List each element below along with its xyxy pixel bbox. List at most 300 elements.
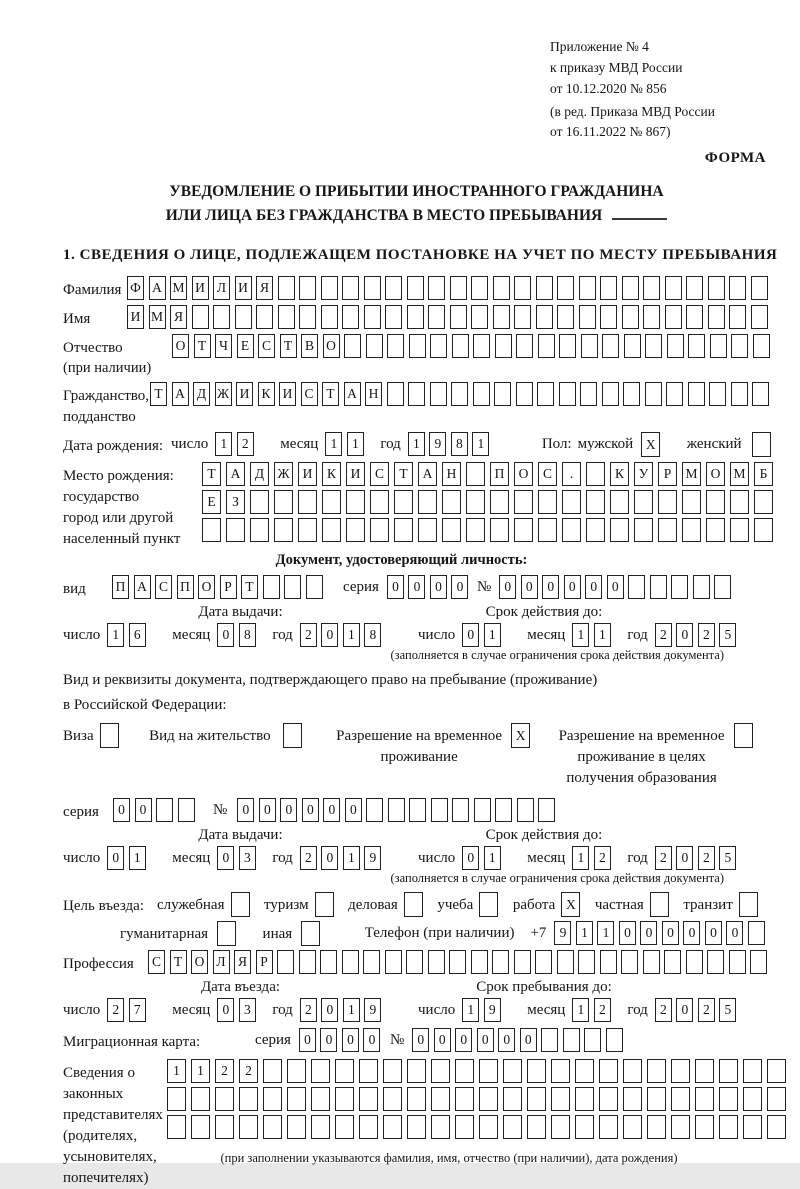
char-box: И — [192, 276, 209, 300]
char-box: 5 — [719, 846, 736, 870]
firstname-label: Имя — [63, 311, 91, 327]
char-box — [671, 1059, 690, 1083]
char-box — [682, 518, 701, 542]
char-box — [473, 334, 490, 358]
char-box: 0 — [676, 998, 693, 1022]
char-box: 2 — [655, 998, 672, 1022]
char-box: 0 — [217, 623, 234, 647]
char-box — [710, 334, 727, 358]
char-box — [706, 518, 725, 542]
char-box: 0 — [107, 846, 124, 870]
char-box — [767, 1087, 786, 1111]
patronymic-label — [63, 334, 172, 378]
char-box — [686, 305, 703, 329]
char-box: Б — [754, 462, 773, 486]
visa-label: Виза — [63, 728, 94, 744]
char-box: 2 — [655, 623, 672, 647]
birthdate-day-boxes — [215, 432, 258, 456]
valid-until-header: Срок действия до: — [485, 604, 603, 620]
char-box — [517, 798, 534, 822]
migration-card-label: Миграционная карта: — [63, 1034, 201, 1050]
char-box — [263, 1115, 282, 1139]
char-box: . — [562, 462, 581, 486]
char-box — [667, 334, 684, 358]
char-box — [495, 334, 512, 358]
char-box: 2 — [594, 998, 611, 1022]
purpose-private — [595, 892, 674, 917]
series-label: серия — [63, 804, 99, 820]
char-box — [321, 276, 338, 300]
char-box: Л — [213, 950, 230, 974]
field-patronymic — [63, 334, 770, 378]
checkbox-cell — [315, 892, 334, 917]
char-box — [250, 518, 269, 542]
char-box: 9 — [554, 921, 571, 945]
char-box: 8 — [451, 432, 468, 456]
valid-year-boxes — [655, 623, 741, 647]
purpose-label: транзит — [683, 897, 733, 913]
patronymic-boxes — [172, 334, 774, 358]
doc-series-boxes — [387, 575, 473, 599]
char-box — [671, 1115, 690, 1139]
char-box — [754, 518, 773, 542]
char-box: Е — [202, 490, 221, 514]
char-box — [767, 1059, 786, 1083]
char-box: 2 — [239, 1059, 258, 1083]
char-box — [665, 305, 682, 329]
stay-until-group — [418, 998, 741, 1022]
char-box — [364, 305, 381, 329]
char-box — [191, 1087, 210, 1111]
char-box — [767, 1115, 786, 1139]
char-box — [455, 1087, 474, 1111]
char-box: 9 — [364, 846, 381, 870]
char-box: С — [258, 334, 275, 358]
char-box: 0 — [412, 1028, 429, 1052]
char-box: А — [134, 575, 151, 599]
char-box — [622, 276, 639, 300]
char-box — [557, 276, 574, 300]
char-box — [239, 1087, 258, 1111]
char-box — [407, 276, 424, 300]
char-box: Т — [170, 950, 187, 974]
purpose-study-checkbox — [479, 892, 503, 917]
char-box — [388, 798, 405, 822]
year-label: год — [272, 1002, 293, 1018]
month-label: месяц — [172, 627, 211, 643]
char-box — [714, 575, 731, 599]
char-box — [743, 1059, 762, 1083]
char-box — [344, 334, 361, 358]
checkbox-cell — [739, 892, 758, 917]
char-box — [452, 798, 469, 822]
residence-doc-date-headers — [63, 827, 770, 844]
char-box: 0 — [280, 798, 297, 822]
char-box: О — [514, 462, 533, 486]
char-box — [586, 462, 605, 486]
surname-label: Фамилия — [63, 282, 122, 298]
char-box: 0 — [430, 575, 447, 599]
char-box — [428, 276, 445, 300]
char-box: А — [418, 462, 437, 486]
field-profession — [63, 950, 770, 975]
form-label: ФОРМА — [704, 150, 766, 166]
char-box — [479, 1059, 498, 1083]
label-line: Место рождения: — [63, 468, 174, 484]
char-box — [622, 305, 639, 329]
char-box — [647, 1115, 666, 1139]
representatives-label — [63, 1059, 167, 1189]
legal-representatives-block — [63, 1059, 770, 1189]
char-box: С — [538, 462, 557, 486]
char-box — [306, 575, 323, 599]
char-box — [466, 518, 485, 542]
char-box — [299, 950, 316, 974]
char-box — [495, 798, 512, 822]
valid-month-boxes — [572, 846, 615, 870]
char-box: 1 — [107, 623, 124, 647]
char-box — [278, 276, 295, 300]
char-box — [274, 518, 293, 542]
char-box — [455, 1115, 474, 1139]
char-box: О — [172, 334, 189, 358]
char-box — [239, 1115, 258, 1139]
label-line: (в ред. Приказа МВД России — [550, 104, 715, 119]
char-box — [600, 276, 617, 300]
char-box: 1 — [167, 1059, 186, 1083]
char-box: И — [236, 382, 253, 406]
char-box: 0 — [321, 998, 338, 1022]
char-box — [695, 1087, 714, 1111]
char-box — [708, 276, 725, 300]
char-box: 0 — [640, 921, 657, 945]
char-box: 1 — [343, 998, 360, 1022]
char-box — [584, 1028, 601, 1052]
char-box: 1 — [129, 846, 146, 870]
char-box — [366, 334, 383, 358]
birthplace-row3 — [202, 518, 778, 542]
char-box: 9 — [364, 998, 381, 1022]
purpose-work — [513, 892, 585, 917]
month-label: месяц — [527, 627, 566, 643]
char-box: С — [148, 950, 165, 974]
char-box — [602, 334, 619, 358]
checkbox-cell — [283, 723, 302, 748]
issued-year-boxes — [300, 846, 386, 870]
field-birthplace — [63, 462, 770, 550]
char-box — [342, 950, 359, 974]
char-box — [383, 1059, 402, 1083]
char-box: 0 — [323, 798, 340, 822]
identity-issued-group — [63, 623, 418, 647]
char-box — [600, 305, 617, 329]
char-box — [538, 490, 557, 514]
char-box — [559, 334, 576, 358]
profession-boxes — [148, 950, 772, 974]
char-box: 0 — [462, 846, 479, 870]
char-box: 2 — [698, 846, 715, 870]
char-box: М — [730, 462, 749, 486]
char-box — [537, 382, 554, 406]
day-label: число — [63, 1002, 101, 1018]
char-box — [284, 575, 301, 599]
char-box: 0 — [619, 921, 636, 945]
char-box: 0 — [499, 575, 516, 599]
doc-kind-boxes — [112, 575, 327, 599]
migration-number-boxes — [412, 1028, 627, 1052]
residence-permit-label: Вид на жительство — [149, 728, 271, 744]
purpose-private-checkbox — [650, 892, 674, 917]
purpose-label: деловая — [348, 897, 398, 913]
char-box — [471, 305, 488, 329]
issue-date-header: Дата выдачи: — [198, 827, 283, 843]
checkbox-cell: X — [561, 892, 580, 917]
char-box — [364, 276, 381, 300]
purpose-label: учеба — [437, 897, 474, 913]
label-line: государство — [63, 489, 140, 505]
char-box — [383, 1115, 402, 1139]
residence-permit-checkbox — [283, 723, 307, 748]
char-box — [263, 1087, 282, 1111]
char-box — [263, 575, 280, 599]
char-box — [514, 950, 531, 974]
char-box: Т — [322, 382, 339, 406]
char-box — [559, 382, 576, 406]
char-box — [643, 950, 660, 974]
day-label: число — [418, 1002, 456, 1018]
field-firstname — [63, 305, 770, 330]
char-box — [503, 1059, 522, 1083]
char-box — [311, 1059, 330, 1083]
char-box: К — [258, 382, 275, 406]
char-box — [370, 490, 389, 514]
stay-day-boxes — [462, 998, 505, 1022]
char-box: 0 — [302, 798, 319, 822]
char-box — [407, 1115, 426, 1139]
residence-number-boxes — [237, 798, 560, 822]
issue-date-header: Дата выдачи: — [198, 604, 283, 620]
purpose-label: частная — [594, 897, 644, 913]
char-box — [551, 1087, 570, 1111]
char-box: А — [344, 382, 361, 406]
char-box — [538, 334, 555, 358]
char-box — [311, 1115, 330, 1139]
char-box — [623, 1059, 642, 1083]
purpose-official-checkbox — [231, 892, 255, 917]
char-box: 0 — [321, 623, 338, 647]
char-box — [466, 462, 485, 486]
birthdate-month-boxes — [325, 432, 368, 456]
label-line: получения образования — [566, 770, 717, 786]
char-box: О — [323, 334, 340, 358]
char-box — [688, 334, 705, 358]
purpose-official — [157, 892, 254, 917]
checkbox-cell — [479, 892, 498, 917]
entry-month-boxes — [217, 998, 260, 1022]
char-box: 0 — [342, 1028, 359, 1052]
char-box — [342, 276, 359, 300]
char-box — [628, 575, 645, 599]
char-box — [586, 490, 605, 514]
checkbox-cell — [734, 723, 753, 748]
purpose-business — [348, 892, 427, 917]
char-box: 1 — [576, 921, 593, 945]
char-box: 0 — [408, 575, 425, 599]
migration-series-boxes — [299, 1028, 385, 1052]
checkbox-cell — [650, 892, 669, 917]
char-box — [442, 518, 461, 542]
phone-label: Телефон (при наличии) — [364, 925, 515, 941]
char-box — [731, 382, 748, 406]
char-box: Е — [237, 334, 254, 358]
purpose-tourism — [264, 892, 338, 917]
checkbox-cell — [404, 892, 423, 917]
char-box — [298, 490, 317, 514]
char-box: 2 — [300, 623, 317, 647]
char-box: 0 — [676, 846, 693, 870]
char-box: Н — [365, 382, 382, 406]
valid-year-boxes — [655, 846, 741, 870]
char-box: 2 — [698, 623, 715, 647]
identity-doc-date-headers — [63, 604, 770, 621]
char-box — [466, 490, 485, 514]
char-box: 7 — [129, 998, 146, 1022]
char-box — [215, 1087, 234, 1111]
purpose-study — [437, 892, 503, 917]
temp-permit-label — [336, 723, 502, 768]
purpose-humanitarian — [120, 921, 241, 946]
char-box — [385, 950, 402, 974]
citizenship-label-main: Гражданство, — [63, 388, 150, 404]
char-box — [658, 518, 677, 542]
char-box — [494, 382, 511, 406]
char-box — [493, 276, 510, 300]
char-box — [178, 798, 195, 822]
char-box — [751, 276, 768, 300]
char-box: 1 — [191, 1059, 210, 1083]
char-box — [370, 518, 389, 542]
valid-month-boxes — [572, 623, 615, 647]
char-box — [686, 276, 703, 300]
female-checkbox — [752, 432, 776, 457]
char-box — [706, 490, 725, 514]
char-box: М — [682, 462, 701, 486]
residence-issued-group — [63, 846, 418, 870]
month-label: месяц — [527, 850, 566, 866]
char-box: 5 — [719, 623, 736, 647]
char-box: 2 — [107, 998, 124, 1022]
label-line: от 16.11.2022 № 867) — [550, 124, 671, 139]
female-label: женский — [686, 436, 742, 452]
char-box: Д — [250, 462, 269, 486]
char-box: Я — [256, 276, 273, 300]
char-box — [418, 490, 437, 514]
entry-date-header: Дата въезда: — [200, 979, 281, 995]
purpose-business-checkbox — [404, 892, 428, 917]
char-box — [385, 276, 402, 300]
option-edu-permit — [559, 723, 757, 789]
birthplace-row2 — [202, 490, 778, 514]
day-label: число — [63, 627, 101, 643]
char-box: 1 — [594, 623, 611, 647]
char-box: 0 — [320, 1028, 337, 1052]
year-label: год — [627, 1002, 648, 1018]
citizenship-label-sub: подданство — [63, 409, 136, 425]
char-box — [709, 382, 726, 406]
series-label: серия — [255, 1032, 291, 1048]
limited-validity-note: (заполняется в случае ограничения срока действия документа) — [390, 648, 724, 662]
char-box — [455, 1059, 474, 1083]
char-box: И — [235, 276, 252, 300]
char-box — [575, 1115, 594, 1139]
char-box — [299, 276, 316, 300]
char-box: 0 — [135, 798, 152, 822]
char-box: 0 — [676, 623, 693, 647]
char-box: Т — [150, 382, 167, 406]
char-box — [471, 950, 488, 974]
char-box — [527, 1115, 546, 1139]
form-title — [63, 180, 770, 228]
char-box — [359, 1115, 378, 1139]
char-box — [606, 1028, 623, 1052]
char-box: 1 — [572, 846, 589, 870]
char-box — [527, 1059, 546, 1083]
char-box — [731, 334, 748, 358]
char-box — [430, 382, 447, 406]
char-box: 0 — [726, 921, 743, 945]
char-box: Ч — [215, 334, 232, 358]
char-box: 1 — [343, 846, 360, 870]
char-box — [743, 1087, 762, 1111]
representatives-boxes — [167, 1059, 791, 1166]
char-box — [643, 276, 660, 300]
edu-permit-label — [559, 723, 725, 789]
purpose-other-checkbox — [301, 921, 325, 946]
char-box — [688, 382, 705, 406]
temp-permit-checkbox — [511, 723, 535, 748]
char-box — [623, 1115, 642, 1139]
char-box — [536, 276, 553, 300]
char-box — [192, 305, 209, 329]
char-box — [666, 382, 683, 406]
char-box — [575, 1087, 594, 1111]
residence-permit-options — [63, 723, 770, 789]
char-box: Т — [241, 575, 258, 599]
char-box: 2 — [655, 846, 672, 870]
char-box: В — [301, 334, 318, 358]
char-box — [322, 518, 341, 542]
char-box — [450, 305, 467, 329]
char-box — [719, 1087, 738, 1111]
char-box — [287, 1115, 306, 1139]
year-label: год — [272, 627, 293, 643]
label-line: представителях — [63, 1107, 163, 1123]
char-box: 0 — [345, 798, 362, 822]
char-box: 1 — [472, 432, 489, 456]
char-box: К — [322, 462, 341, 486]
char-box: Ж — [215, 382, 232, 406]
char-box — [322, 490, 341, 514]
limited-validity-note: (заполняется в случае ограничения срока действия документа) — [390, 871, 724, 885]
char-box: 0 — [462, 623, 479, 647]
char-box — [431, 1059, 450, 1083]
purpose-humanitarian-checkbox — [217, 921, 241, 946]
char-box — [335, 1059, 354, 1083]
issued-month-boxes — [217, 846, 260, 870]
char-box — [562, 518, 581, 542]
representatives-row3 — [167, 1115, 791, 1139]
char-box — [752, 382, 769, 406]
